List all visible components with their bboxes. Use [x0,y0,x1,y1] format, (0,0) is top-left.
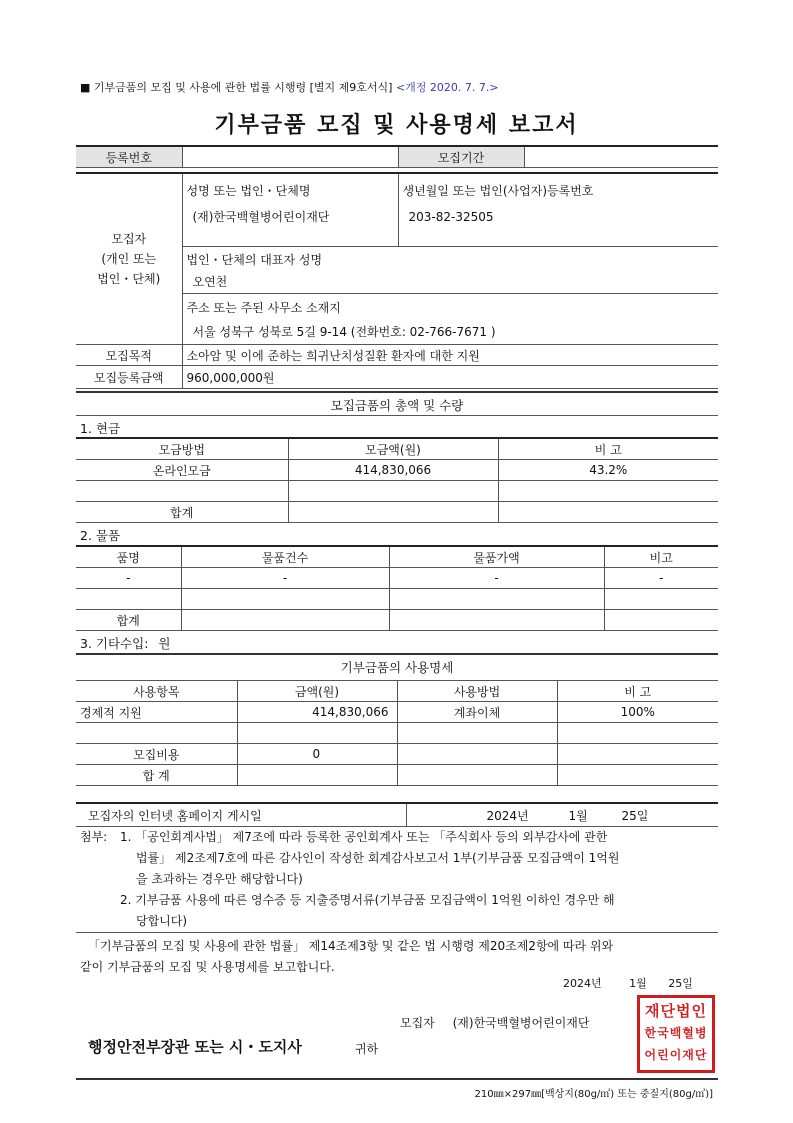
usage-header-amount: 금액(원) [237,681,397,702]
signature-label: 모집자 [400,1016,435,1030]
usage-row-method: 계좌이체 [397,702,557,723]
cash-total-row [76,502,718,523]
usage-cost-row [76,744,718,765]
form-tag-text: ■ 기부금품의 모집 및 사용에 관한 법률 시행령 [별지 제9호서식] [80,81,393,94]
attachment-2-line2: 당합니다) [136,914,188,928]
signature-name: (재)한국백혈병어린이재단 [452,1016,590,1030]
usage-total-label: 합 계 [76,765,237,786]
declaration-month: 1월 [629,977,647,990]
other-income [80,634,170,652]
cash-header-note: 비 고 [498,438,718,460]
period-value [524,146,718,168]
goods-total-row [76,610,718,631]
representative-value: 오연천 [192,275,228,289]
divider-totals-bottom [76,415,718,416]
usage-row-note: 100% [557,702,718,723]
collector-section-label [76,173,182,345]
cash-total-label: 합계 [76,502,288,523]
period-label: 모집기간 [398,146,524,168]
paper-spec: 210㎜×297㎜[백상지(80g/㎡) 또는 중질지(80g/㎡)] [474,1089,713,1100]
page-title: 기부금품 모집 및 사용명세 보고서 [214,113,579,138]
addressee-suffix: 귀하 [355,1042,379,1056]
cash-row-amount: 414,830,066 [288,460,498,481]
goods-heading: 2. 물품 [80,528,121,543]
seal-line-1: 재단법인 [645,1002,707,1020]
attachments-prefix: 첨부: [80,830,108,844]
official-seal [637,995,715,1073]
divider-totals [76,391,718,393]
usage-cost-label: 모집비용 [76,744,237,765]
table-row [76,723,718,744]
signature-line [400,1013,590,1033]
cash-header-method: 모금방법 [76,438,288,460]
collector-label-line2: (개인 또는 [101,252,157,266]
usage-table [76,680,718,786]
collector-name-cell [182,173,398,247]
revision-tag: <개정 2020. 7. 7.> [395,81,499,94]
seal-line-3: 어린이재단 [644,1048,708,1062]
usage-title: 기부금품의 사용명세 [340,660,454,675]
internet-label: 모집자의 인터넷 홈페이지 게시일 [76,803,406,827]
declaration-year: 2024년 [563,977,602,990]
other-income-label: 3. 기타수입: [80,636,149,651]
collector-id-value: 203-82-32505 [408,210,494,224]
purpose-value: 소아암 및 이에 준하는 희귀난치성질환 환자에 대한 지원 [182,345,718,366]
internet-date [406,803,718,827]
goods-cell-name: - [76,568,181,589]
address-cell [182,294,718,345]
attachment-1-line2: 법률」 제2조제7호에 따른 감사인이 작성한 회계감사보고서 1부(기부금품 모집금액이 1억원 [136,851,620,865]
usage-header-item: 사용항목 [76,681,237,702]
usage-header-method: 사용방법 [397,681,557,702]
goods-cell-note: - [604,568,718,589]
internet-year: 2024년 [486,808,529,823]
declaration-day: 25일 [668,977,693,990]
other-income-unit: 원 [158,636,171,651]
table-row [76,460,718,481]
cash-row-method: 온라인모금 [76,460,288,481]
collector-label-line3: 법인・단체) [97,272,161,286]
collector-table [76,172,718,389]
attachment-1-line3: 을 초과하는 경우만 해당합니다) [136,872,303,886]
cash-table [76,437,718,523]
divider-declaration [76,932,718,933]
goods-cell-value: - [389,568,604,589]
addressee-name: 행정안전부장관 또는 시・도지사 [88,1038,302,1056]
attachment-1-line1: 1. 「공인회계사법」 제7조에 따라 등록한 공인회계사 또는 「주식회사 등의 외부감사에 관한 [120,830,608,844]
seal-line-2: 한국백혈병 [644,1026,708,1040]
reg-amount-label: 모집등록금액 [76,366,182,389]
table-row [76,589,718,610]
goods-table [76,545,718,631]
usage-cost-value: 0 [237,744,397,765]
collector-label-line1: 모집자 [111,232,147,246]
goods-total-label: 합계 [76,610,181,631]
table-row [76,568,718,589]
reg-no-label: 등록번호 [76,146,182,168]
goods-header-note: 비고 [604,546,718,568]
form-reference [80,79,499,95]
usage-header-note: 비 고 [557,681,718,702]
reg-amount-value: 960,000,000원 [182,366,718,389]
attachment-2-line1: 2. 기부금품 사용에 따른 영수증 등 지출증명서류(기부금품 모집금액이 1억원 이하인 경우만 해 [120,893,615,907]
goods-cell-count: - [181,568,389,589]
purpose-label: 모집목적 [76,345,182,366]
representative-cell [182,247,718,294]
cash-heading: 1. 현금 [80,421,121,436]
table-row [76,702,718,723]
collector-name-label: 성명 또는 법인・단체명 [186,184,311,198]
goods-header-count: 물품건수 [181,546,389,568]
divider-footer [76,1078,718,1080]
internet-table [76,802,718,827]
table-row [76,481,718,502]
declaration-date [563,974,693,994]
divider-usage [76,653,718,655]
totals-title: 모집금품의 총액 및 수량 [330,398,464,413]
collector-name-value: (재)한국백혈병어린이재단 [192,210,330,224]
registration-table [76,145,718,168]
collector-id-cell [398,173,718,247]
reg-no-value [182,146,398,168]
usage-row-item: 경제적 지원 [76,702,237,723]
internet-day: 25일 [621,808,649,823]
representative-label: 법인・단체의 대표자 성명 [186,253,323,267]
cash-header-amount: 모금액(원) [288,438,498,460]
declaration-line1: 「기부금품의 모집 및 사용에 관한 법률」 제14조제3항 및 같은 법 시행령 제20조제2항에 따라 위와 [88,939,614,953]
address-value: 서울 성북구 성북로 5길 9-14 (전화번호: 02-766-7671 ) [192,325,496,339]
goods-header-name: 품명 [76,546,181,568]
declaration-line2: 같이 기부금품의 모집 및 사용명세를 보고합니다. [80,960,335,974]
collector-id-label: 생년월일 또는 법인(사업자)등록번호 [402,184,594,198]
internet-month: 1월 [568,808,588,823]
address-label: 주소 또는 주된 사무소 소재지 [186,301,341,315]
cash-row-note: 43.2% [498,460,718,481]
usage-total-row [76,765,718,786]
goods-header-value: 물품가액 [389,546,604,568]
usage-row-amount: 414,830,066 [237,702,397,723]
